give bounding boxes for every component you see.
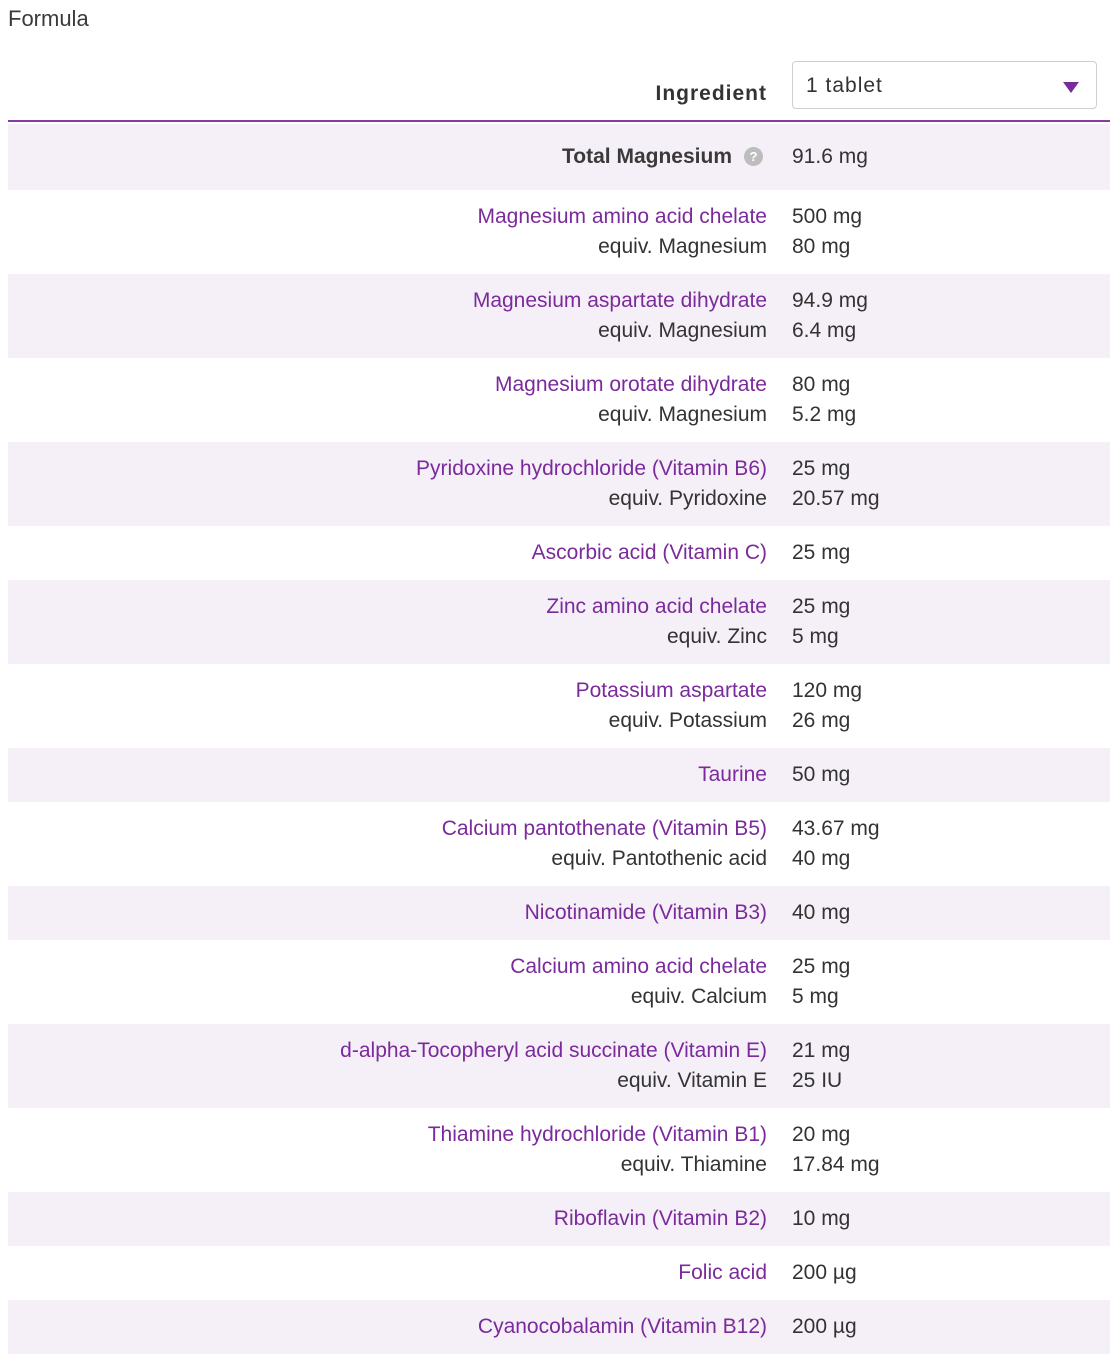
equivalent-amount: 80 mg: [792, 235, 851, 258]
ingredient-amount: 500 mg: [792, 205, 863, 228]
ingredient-name-link[interactable]: Nicotinamide (Vitamin B3): [524, 901, 767, 924]
equivalent-name: equiv. Pantothenic acid: [551, 847, 767, 870]
ingredient-row: [8, 580, 1110, 664]
total-label: Total Magnesium: [562, 145, 732, 168]
ingredient-row: [8, 1300, 1110, 1354]
ingredient-amount: 10 mg: [792, 1207, 851, 1230]
equivalent-name: equiv. Pyridoxine: [608, 487, 767, 510]
ingredient-row: [8, 190, 1110, 274]
equivalent-name: equiv. Potassium: [608, 709, 767, 732]
ingredient-row: [8, 664, 1110, 748]
dose-select-value: 1 tablet: [806, 74, 883, 97]
ingredient-amount: 20 mg: [792, 1123, 851, 1146]
ingredient-name-link[interactable]: Magnesium amino acid chelate: [477, 205, 767, 228]
equivalent-amount: 5.2 mg: [792, 403, 857, 426]
equivalent-name: equiv. Zinc: [667, 625, 767, 648]
ingredient-row: [8, 802, 1110, 886]
help-icon[interactable]: ?: [744, 147, 763, 166]
ingredient-row: [8, 886, 1110, 940]
equivalent-name: equiv. Thiamine: [620, 1153, 767, 1176]
ingredient-amount: 200 µg: [792, 1315, 857, 1338]
table-header: [8, 58, 1110, 122]
ingredient-row: [8, 1108, 1110, 1192]
ingredient-amount: 25 mg: [792, 541, 851, 564]
ingredient-amount: 25 mg: [792, 457, 851, 480]
ingredient-row: [8, 1246, 1110, 1300]
section-title: Formula: [8, 6, 89, 31]
dose-select[interactable]: [792, 61, 1097, 109]
equivalent-amount: 5 mg: [792, 985, 839, 1008]
ingredient-row: [8, 748, 1110, 802]
total-amount: 91.6 mg: [792, 145, 868, 168]
ingredient-amount: 94.9 mg: [792, 289, 868, 312]
ingredient-name-link[interactable]: Pyridoxine hydrochloride (Vitamin B6): [416, 457, 767, 480]
ingredient-amount: 200 µg: [792, 1261, 857, 1284]
ingredient-name-link[interactable]: Cyanocobalamin (Vitamin B12): [477, 1315, 767, 1338]
ingredient-name-link[interactable]: Potassium aspartate: [575, 679, 767, 702]
ingredient-amount: 80 mg: [792, 373, 851, 396]
ingredient-row: [8, 1192, 1110, 1246]
ingredient-amount: 120 mg: [792, 679, 863, 702]
ingredient-name-link[interactable]: Taurine: [698, 763, 767, 786]
ingredient-name-link[interactable]: d-alpha-Tocopheryl acid succinate (Vitamin E): [340, 1039, 767, 1062]
equivalent-amount: 26 mg: [792, 709, 851, 732]
equivalent-amount: 40 mg: [792, 847, 851, 870]
equivalent-name: equiv. Calcium: [630, 985, 767, 1008]
equivalent-amount: 17.84 mg: [792, 1153, 880, 1176]
ingredient-row: [8, 442, 1110, 526]
ingredient-table: [8, 124, 1110, 1354]
equivalent-amount: 25 IU: [792, 1069, 843, 1092]
ingredient-row: [8, 526, 1110, 580]
equivalent-amount: 20.57 mg: [792, 487, 880, 510]
ingredient-name-link[interactable]: Magnesium aspartate dihydrate: [472, 289, 767, 312]
ingredient-name-link[interactable]: Calcium amino acid chelate: [510, 955, 767, 978]
chevron-down-icon: [1063, 82, 1079, 93]
ingredient-amount: 50 mg: [792, 763, 851, 786]
ingredient-name-link[interactable]: Riboflavin (Vitamin B2): [553, 1207, 767, 1230]
ingredient-name-link[interactable]: Magnesium orotate dihydrate: [495, 373, 767, 396]
ingredient-row: [8, 940, 1110, 1024]
ingredient-amount: 40 mg: [792, 901, 851, 924]
ingredient-name-link[interactable]: Ascorbic acid (Vitamin C): [531, 541, 767, 564]
equivalent-amount: 5 mg: [792, 625, 839, 648]
equivalent-name: equiv. Magnesium: [598, 403, 767, 426]
ingredient-name-link[interactable]: Thiamine hydrochloride (Vitamin B1): [427, 1123, 767, 1146]
ingredient-name-link[interactable]: Calcium pantothenate (Vitamin B5): [441, 817, 767, 840]
equivalent-name: equiv. Magnesium: [598, 319, 767, 342]
ingredient-name-link[interactable]: Zinc amino acid chelate: [546, 595, 767, 618]
ingredient-row: [8, 274, 1110, 358]
ingredient-name-link[interactable]: Folic acid: [678, 1261, 767, 1284]
ingredient-amount: 25 mg: [792, 955, 851, 978]
ingredient-column-label: Ingredient: [655, 82, 767, 105]
ingredient-row: [8, 358, 1110, 442]
total-row: [8, 124, 1110, 190]
ingredient-amount: 25 mg: [792, 595, 851, 618]
equivalent-amount: 6.4 mg: [792, 319, 857, 342]
ingredient-row: [8, 1024, 1110, 1108]
ingredient-amount: 21 mg: [792, 1039, 851, 1062]
ingredient-amount: 43.67 mg: [792, 817, 880, 840]
equivalent-name: equiv. Magnesium: [598, 235, 767, 258]
equivalent-name: equiv. Vitamin E: [617, 1069, 767, 1092]
